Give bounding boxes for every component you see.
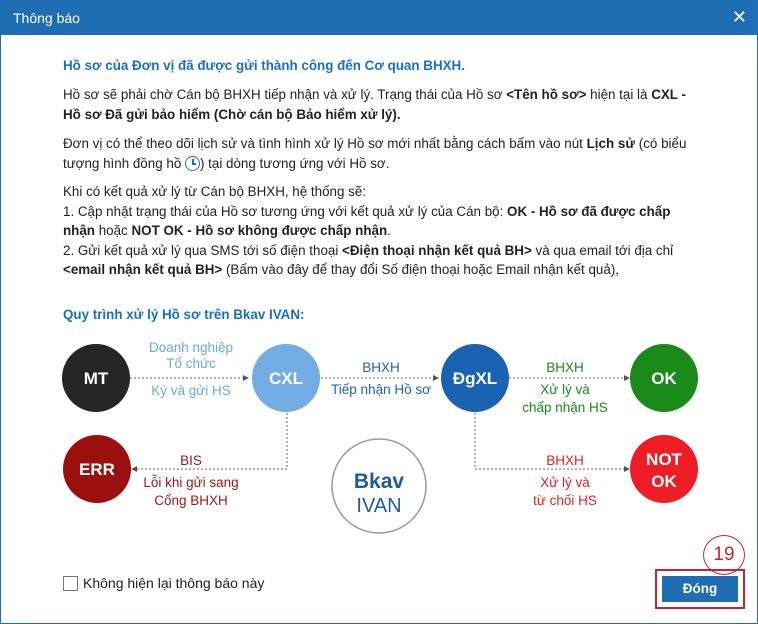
edge-cxl-err-top: BIS [180,453,202,468]
edge-cxl-err-bottom-1: Lỗi khi gửi sang [143,475,239,490]
history-text-c: (có biểu tượng hình đồng hồ [63,136,687,171]
logo-ivan-text: IVAN [356,495,402,517]
dont-show-again-label[interactable]: Không hiện lại thông báo này [83,575,265,591]
result-2-text-c: và qua email tới địa chỉ [531,242,674,258]
result-1-text-e: . [387,223,391,238]
close-button-highlight [655,569,745,609]
edge-mt-cxl-top-2: Tổ chức [166,356,216,371]
node-err-label: ERR [79,460,115,479]
status-ok: OK - Hồ sơ đã được chấp nhận [63,203,671,238]
dialog-content [1,35,757,623]
edge-dgxl-notok-top: BHXH [546,453,584,468]
close-button[interactable]: Đóng [662,576,738,602]
edge-mt-cxl-bottom: Ký và gửi HS [151,383,231,398]
history-button-name: Lịch sử [586,136,636,151]
record-name-placeholder: <Tên hồ sơ> [506,87,587,102]
dont-show-again-checkbox[interactable] [63,576,78,591]
edge-dgxl-notok-bottom-1: Xử lý và [540,475,590,490]
node-notok-label-2: OK [651,472,677,491]
status-text-a: Hồ sơ sẽ phải chờ Cán bộ BHXH tiếp nhận và xử lý. Trạng thái của Hồ sơ [63,87,507,102]
status-not-ok: NOT OK - Hồ sơ không được chấp nhận [131,223,388,238]
edge-mt-cxl-top-1: Doanh nghiệp [148,340,234,355]
result-1-text-c: hoặc [95,223,132,238]
node-cxl-label: CXL [269,369,303,388]
change-contact-link[interactable]: (Bấm vào đây để thay đổi Số điện thoại hoặc Email nhận kết quả), [222,262,620,277]
node-dgxl-label: ĐgXL [452,369,498,388]
result-1-text-a: 1. Cập nhật trạng thái của Hồ sơ tương ứng với kết quả xử lý của Cán bộ: [63,203,508,219]
result-intro: Khi có kết quả xử lý từ Cán bộ BHXH, hệ thống sẽ: [63,184,367,199]
edge-cxl-dgxl-bottom: Tiếp nhận Hồ sơ [331,382,431,397]
edge-cxl-dgxl-top: BHXH [362,360,400,375]
step-number-badge: 19 [703,535,745,575]
node-ok-label: OK [651,369,677,388]
logo-bkav-text: Bkav [353,470,405,493]
edge-dgxl-ok-bottom-1: Xử lý và [540,382,590,397]
success-headline: Hồ sơ của Đơn vị đã được gửi thành công đến Cơ quan BHXH. [63,58,465,73]
edge-dgxl-ok-bottom-2: chấp nhận HS [522,400,608,415]
process-diagram [1,35,757,535]
edge-cxl-err [132,413,287,469]
node-notok-label-1: NOT [646,450,682,469]
history-text-d: ) tại dòng tương ứng với Hồ sơ. [200,155,390,171]
history-text-a: Đơn vị có thể theo dõi lịch sử và tình hình xử lý Hồ sơ mới nhất bằng cách bấm vào nút [63,136,587,151]
title-bar [1,1,757,35]
edge-cxl-err-bottom-2: Cổng BHXH [154,493,228,508]
process-title: Quy trình xử lý Hồ sơ trên Bkav IVAN: [63,307,305,322]
current-status: CXL - Hồ sơ Đã gửi bảo hiểm (Chờ cán bộ Bảo hiểm xử lý). [63,87,686,122]
node-mt-label: MT [83,369,109,388]
close-icon[interactable]: ✕ [731,7,747,27]
edge-dgxl-ok-top: BHXH [546,360,584,375]
node-notok-circle [630,435,698,503]
edge-dgxl-notok-bottom-2: từ chối HS [533,493,597,508]
dialog-title: Thông báo [13,10,80,26]
status-text-c: hiện tại là [586,87,652,102]
phone-placeholder: <Điện thoại nhận kết quả BH> [342,242,532,258]
email-placeholder: <email nhận kết quả BH> [63,262,223,277]
result-2-text-a: 2. Gửi kết quả xử lý qua SMS tới số điện thoại [63,242,343,258]
